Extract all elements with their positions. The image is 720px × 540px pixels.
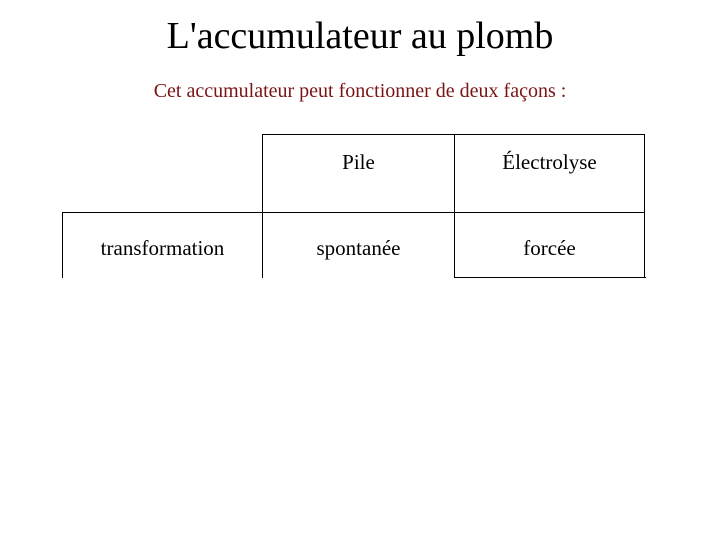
header-cell-pile: Pile	[342, 149, 375, 174]
cell-electrolyse-transformation: forcée	[523, 235, 576, 260]
slide-subtitle: Cet accumulateur peut fonctionner de deux façons :	[153, 80, 567, 102]
header-cell-electrolyse: Électrolyse	[502, 149, 597, 174]
row-label-transformation: transformation	[100, 235, 225, 260]
cell-pile-transformation: spontanée	[316, 235, 401, 260]
table-right-border	[644, 134, 645, 278]
slide-title: L'accumulateur au plomb	[166, 15, 554, 57]
